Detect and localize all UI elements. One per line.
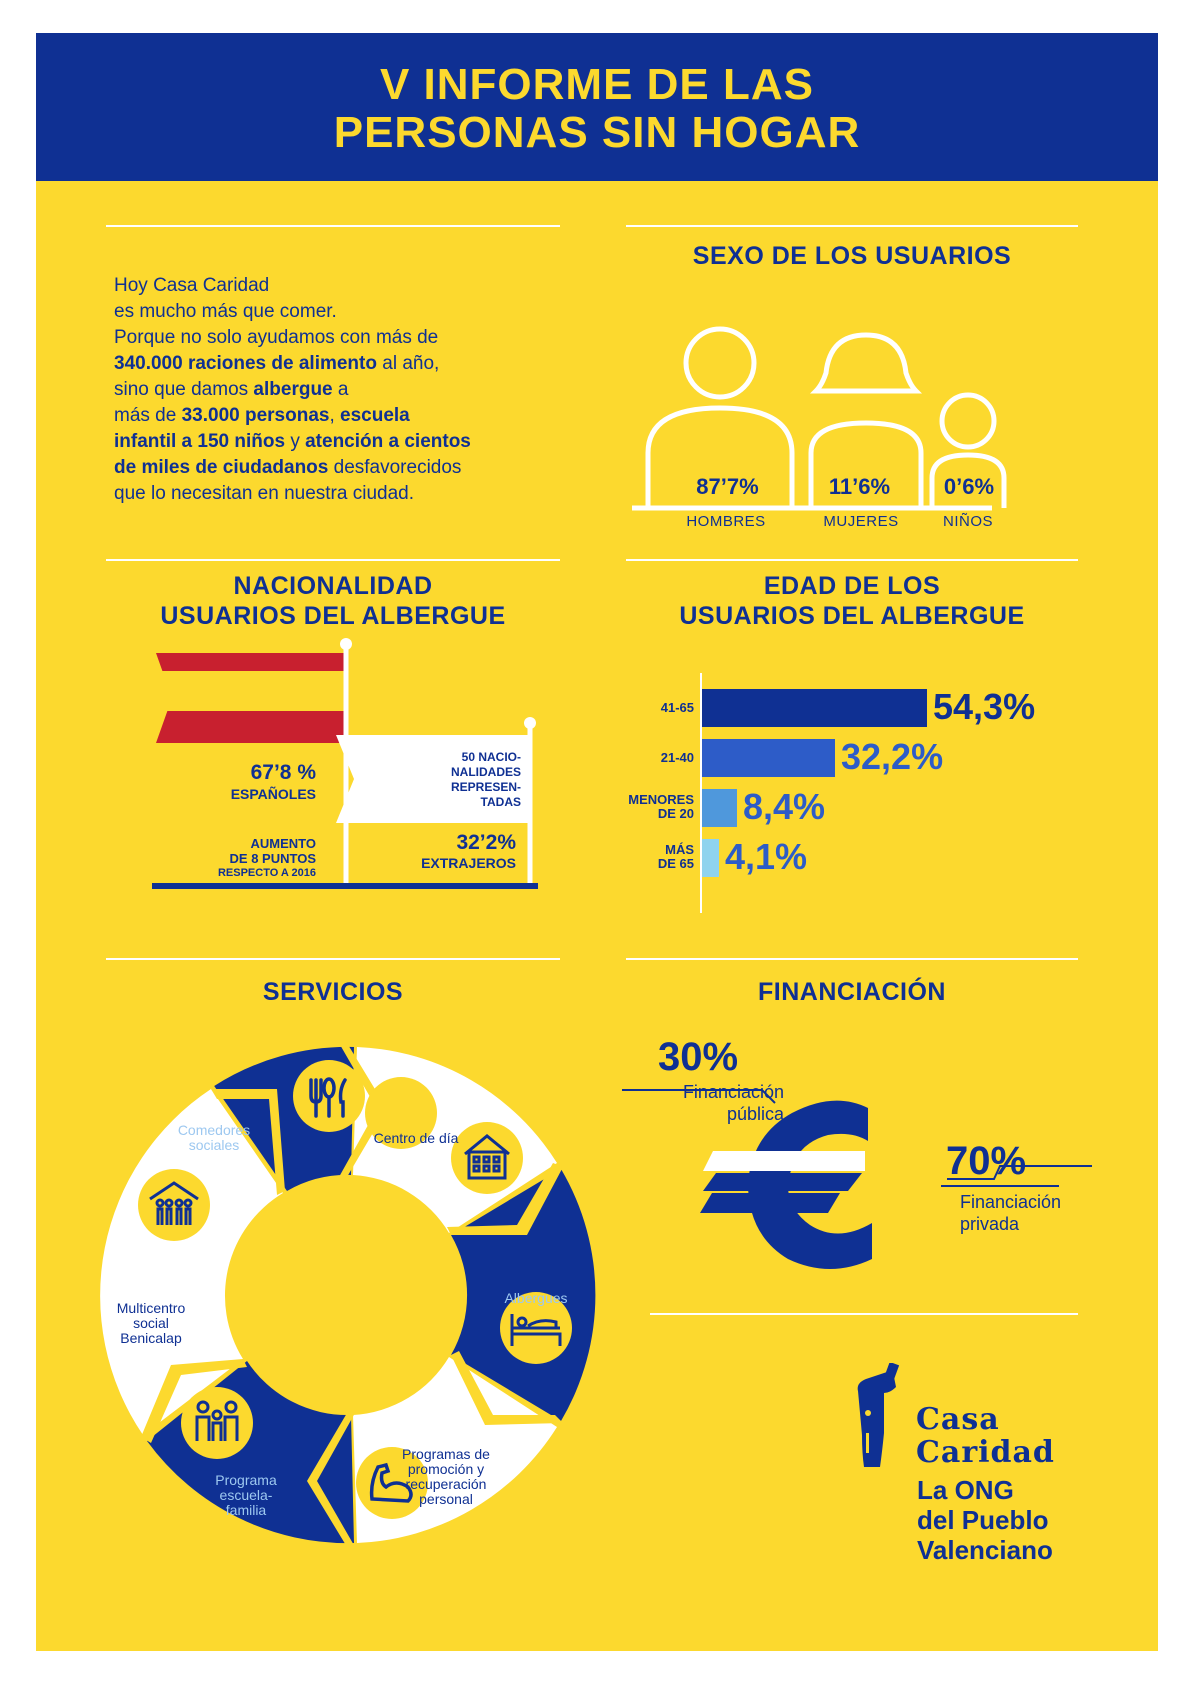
age-bar <box>702 789 737 827</box>
age-bar <box>702 839 719 877</box>
intro-text: a <box>332 379 349 400</box>
page-title <box>36 61 1158 157</box>
servicios-title: SERVICIOS <box>262 978 404 1006</box>
nac-line: NALIDADES <box>450 765 521 779</box>
hombres-pct: 87’7% <box>696 474 759 499</box>
flag-base <box>152 883 538 889</box>
intro-highlight: atención a cientos <box>305 431 471 452</box>
tagline-line: Valenciano <box>917 1535 1053 1565</box>
tagline-line: del Pueblo <box>917 1505 1049 1535</box>
nacionalidad-title-line: USUARIOS DEL ALBERGUE <box>160 602 506 630</box>
title-line-2: PERSONAS SIN HOGAR <box>333 108 861 157</box>
age-label: MENORES DE 20 <box>628 792 694 821</box>
age-value-label: 32,2% <box>841 736 944 777</box>
logo-name <box>916 1403 1055 1469</box>
logo-line: Caridad <box>916 1435 1055 1470</box>
intro-highlight: infantil a 150 niños <box>114 431 286 452</box>
intro-line: Porque no solo ayudamos con más de <box>114 327 439 348</box>
publica-label <box>634 1081 784 1125</box>
fin-line: pública <box>726 1104 784 1124</box>
intro-paragraph <box>114 273 534 507</box>
logo-line: Casa <box>916 1402 1000 1437</box>
age-bar <box>702 739 835 777</box>
nacionalidad-title-line: NACIONALIDAD <box>233 572 433 600</box>
nacionalidad-title <box>106 571 560 631</box>
financiacion-title: FINANCIACIÓN <box>758 978 946 1006</box>
man-head-icon <box>686 329 754 397</box>
espanoles-pct: 67’8 % <box>250 761 316 784</box>
svc-line: escuela- <box>219 1487 273 1503</box>
intro-text: , <box>329 405 341 426</box>
aumento-line: AUMENTO <box>250 836 316 851</box>
gender-figures <box>626 313 1078 543</box>
divider <box>626 958 1078 960</box>
divider <box>626 225 1078 227</box>
intro-highlight: escuela <box>340 405 410 426</box>
label-comedores <box>154 1123 274 1153</box>
divider <box>106 559 560 561</box>
title-line-1: V INFORME DE LAS <box>379 60 815 109</box>
label-centro: Centro de día <box>373 1130 459 1146</box>
age-value-label: 4,1% <box>725 836 808 877</box>
child-head-icon <box>942 395 994 447</box>
svc-line: personal <box>419 1491 473 1507</box>
aumento-note <box>136 836 316 881</box>
mujeres-label: MUJERES <box>823 513 899 530</box>
building-icon <box>447 1118 527 1198</box>
aumento-line: RESPECTO A 2016 <box>217 867 316 879</box>
svc-line: Benicalap <box>120 1330 182 1346</box>
svc-line: Programa <box>215 1472 277 1488</box>
divider <box>650 1313 1078 1315</box>
fin-line: Financiación <box>682 1082 784 1102</box>
age-bar-chart <box>626 673 1078 913</box>
fin-line: privada <box>960 1214 1020 1234</box>
label-multicentro <box>96 1301 206 1346</box>
age-bar <box>702 689 927 727</box>
intro-text: y <box>285 431 306 452</box>
nac-line: REPRESEN- <box>450 780 521 794</box>
intro-text: más de <box>114 405 182 426</box>
ninos-pct: 0’6% <box>943 474 995 499</box>
family-icon <box>177 1383 257 1463</box>
publica-pct: 30% <box>658 1035 739 1079</box>
intro-line: que lo necesitan en nuestra ciudad. <box>114 483 414 504</box>
woman-head-icon <box>816 335 916 391</box>
tagline-line: La ONG <box>917 1475 1014 1505</box>
tagline <box>917 1475 1053 1565</box>
label-escuela <box>196 1473 296 1518</box>
divider <box>106 225 560 227</box>
sexo-title: SEXO DE LOS USUARIOS <box>692 242 1012 270</box>
intro-text: desfavorecidos <box>328 457 462 478</box>
age-label: MÁS DE 65 <box>657 842 694 871</box>
casa-caridad-logo-icon <box>846 1363 906 1493</box>
age-label: 41-65 <box>660 700 694 715</box>
infographic-poster <box>36 33 1158 1651</box>
extranjeros-pct: 32’2% <box>456 831 516 854</box>
svc-line: promoción y <box>407 1461 485 1477</box>
edad-title-line: EDAD DE LOS <box>763 572 941 600</box>
intro-highlight: 340.000 raciones de alimento <box>114 353 377 374</box>
svc-line: social <box>133 1315 169 1331</box>
intro-line: es mucho más que comer. <box>114 301 337 322</box>
mujeres-pct: 11’6% <box>828 474 891 499</box>
header-banner <box>36 33 1158 181</box>
age-value-label: 54,3% <box>933 686 1036 727</box>
intro-text: sino que damos <box>114 379 254 400</box>
svc-line: Multicentro <box>116 1300 186 1316</box>
svc-line: Comedores <box>177 1122 251 1138</box>
age-label: 21-40 <box>660 750 694 765</box>
intro-line: Hoy Casa Caridad <box>114 275 270 296</box>
ninos-label: NIÑOS <box>942 513 993 530</box>
privada-label <box>960 1191 1061 1235</box>
intro-highlight: 33.000 personas <box>181 405 330 426</box>
edad-title-line: USUARIOS DEL ALBERGUE <box>679 602 1025 630</box>
edad-title <box>626 571 1078 631</box>
nac-line: 50 NACIO- <box>461 750 521 764</box>
intro-highlight: de miles de ciudadanos <box>114 457 329 478</box>
privada-rule <box>941 1185 1059 1187</box>
svc-line: Programas de <box>402 1446 490 1462</box>
age-value-label: 8,4% <box>743 786 826 827</box>
cutlery-icon <box>291 1058 371 1138</box>
intro-text: al año, <box>376 353 440 374</box>
intro-highlight: albergue <box>253 379 333 400</box>
label-albergues: Albergues <box>504 1290 568 1306</box>
svc-line: familia <box>225 1502 267 1518</box>
divider <box>626 559 1078 561</box>
label-programas <box>381 1447 511 1507</box>
divider <box>106 958 560 960</box>
espanoles-label: ESPAÑOLES <box>230 786 316 802</box>
fin-line: Financiación <box>960 1192 1062 1212</box>
privada-pct: 70% <box>946 1139 1027 1183</box>
aumento-line: DE 8 PUNTOS <box>229 851 316 866</box>
svc-line: recuperación <box>405 1476 487 1492</box>
extranjeros-label: EXTRAJEROS <box>421 855 516 871</box>
svc-line: sociales <box>188 1137 240 1153</box>
people-shelter-icon <box>134 1165 214 1245</box>
nac-line: TADAS <box>480 795 521 809</box>
hombres-label: HOMBRES <box>686 513 766 530</box>
nacionalidades-note <box>386 750 521 810</box>
